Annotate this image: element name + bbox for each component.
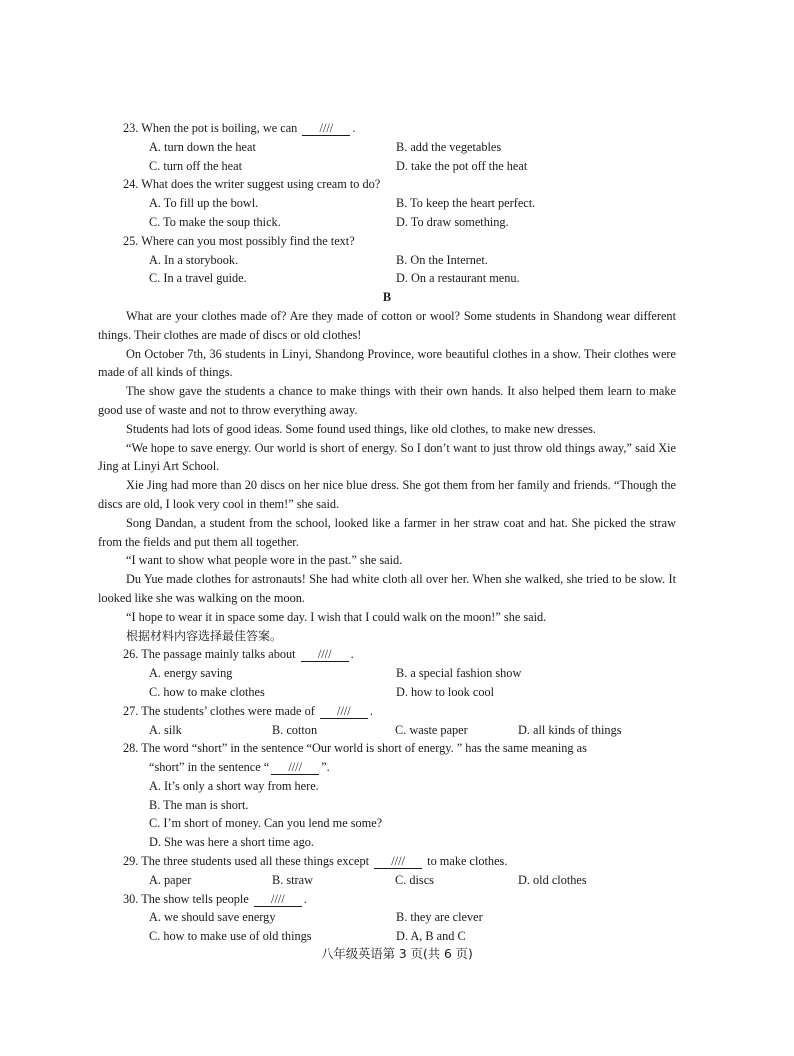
- question-stem-continued: “short” in the sentence “ //// ”.: [149, 760, 330, 775]
- option-c: C. In a travel guide.: [149, 271, 247, 286]
- question-23: [98, 119, 676, 175]
- section-title: B: [382, 290, 392, 305]
- option-a: A. we should save energy: [149, 910, 276, 925]
- question-26: [98, 645, 676, 701]
- question-stem: 28. The word “short” in the sentence “Our world is short of energy. ” has the same meaning as: [123, 741, 587, 756]
- option-a: A. energy saving: [149, 666, 233, 681]
- option-d: D. how to look cool: [396, 684, 495, 699]
- answer-blank: ////: [271, 760, 319, 775]
- option-d: D. She was here a short time ago.: [149, 835, 314, 850]
- question-30: [98, 890, 676, 946]
- option-b: B. To keep the heart perfect.: [396, 196, 536, 211]
- option-d: D. all kinds of things: [518, 722, 622, 737]
- reading-passage: [98, 307, 676, 627]
- option-d: D. On a restaurant menu.: [396, 271, 520, 286]
- passage-paragraph: Students had lots of good ideas. Some found used things, like old clothes, to make new dresses.: [126, 421, 596, 436]
- option-c: C. how to make clothes: [149, 684, 265, 699]
- option-a: A. It’s only a short way from here.: [149, 778, 319, 793]
- option-row: [98, 251, 676, 270]
- option-d: D. take the pot off the heat: [396, 158, 528, 173]
- question-stem: 25. Where can you most possibly find the text?: [123, 233, 355, 248]
- option-row: [98, 157, 676, 176]
- passage-paragraph: Song Dandan, a student from the school, looked like a farmer in her straw coat and hat. She picked the straw from the fields and put them all together.: [98, 515, 676, 549]
- option-d: D. A, B and C: [396, 929, 466, 944]
- passage-paragraph: “We hope to save energy. Our world is short of energy. So I don’t want to just throw old things away,” said Xie Jing at Linyi Art School.: [98, 440, 676, 474]
- question-28: [98, 739, 676, 852]
- question-stem: 29. The three students used all these things except //// to make clothes.: [123, 854, 508, 869]
- question-stem: 26. The passage mainly talks about //// .: [123, 647, 354, 662]
- option-a: A. paper: [149, 872, 192, 887]
- option-d: D. old clothes: [518, 872, 587, 887]
- option-b: B. straw: [272, 872, 313, 887]
- question-27: [98, 702, 676, 740]
- answer-blank: ////: [254, 892, 302, 907]
- option-c: C. I’m short of money. Can you lend me some?: [149, 816, 383, 831]
- option-b: B. cotton: [272, 722, 318, 737]
- option-b: B. add the vegetables: [396, 139, 502, 154]
- option-row: [98, 213, 676, 232]
- exam-page: [98, 119, 676, 946]
- passage-paragraph: “I want to show what people wore in the past.” she said.: [126, 553, 403, 568]
- option-row: [98, 138, 676, 157]
- instruction-text: 根据材料内容选择最佳答案。: [126, 628, 283, 643]
- passage-paragraph: Xie Jing had more than 20 discs on her nice blue dress. She got them from her family and friends. “Though the discs are old, I look very cool in them!” she said.: [98, 478, 676, 511]
- option-a: A. turn down the heat: [149, 139, 256, 154]
- passage-paragraph: “I hope to wear it in space some day. I wish that I could walk on the moon!” she said.: [126, 609, 547, 624]
- option-c: C. To make the soup thick.: [149, 214, 281, 229]
- question-stem: 23. When the pot is boiling, we can //// .: [123, 121, 356, 135]
- question-stem: 30. The show tells people //// .: [123, 891, 307, 906]
- answer-blank: ////: [374, 854, 422, 869]
- option-d: D. To draw something.: [396, 214, 509, 229]
- passage-paragraph: The show gave the students a chance to make things with their own hands. It also helped them learn to make good use of waste and not to throw everything away.: [98, 384, 676, 417]
- answer-blank: ////: [301, 647, 349, 662]
- option-row: [98, 683, 676, 702]
- passage-paragraph: What are your clothes made of? Are they made of cotton or wool? Some students in Shandong wear different things. Their clothes are made of discs or old clothes!: [98, 308, 676, 342]
- question-24: [98, 175, 676, 231]
- option-c: C. discs: [395, 872, 434, 887]
- option-row: [98, 269, 676, 288]
- option-b: B. On the Internet.: [396, 252, 488, 267]
- answer-blank: ////: [320, 704, 368, 719]
- option-c: C. waste paper: [395, 722, 468, 737]
- option-b: B. The man is short.: [149, 797, 249, 812]
- passage-paragraph: Du Yue made clothes for astronauts! She had white cloth all over her. When she walked, she tried to be slow. It looked like she was walking on the moon.: [98, 572, 676, 605]
- option-row: [98, 871, 676, 890]
- option-row: [98, 908, 676, 927]
- option-b: B. they are clever: [396, 910, 483, 925]
- question-25: [98, 232, 676, 288]
- question-29: [98, 852, 676, 890]
- question-stem: 24. What does the writer suggest using cream to do?: [123, 177, 381, 192]
- option-c: C. turn off the heat: [149, 158, 243, 173]
- option-c: C. how to make use of old things: [149, 929, 312, 944]
- option-row: [98, 664, 676, 683]
- answer-blank: ////: [302, 121, 350, 136]
- question-stem: 27. The students’ clothes were made of //// .: [123, 703, 373, 718]
- page-footer: 八年级英语第 3 页(共 6 页): [321, 947, 473, 961]
- option-row: [98, 721, 676, 740]
- option-a: A. In a storybook.: [149, 252, 239, 267]
- option-a: A. silk: [149, 722, 182, 737]
- passage-paragraph: On October 7th, 36 students in Linyi, Shandong Province, wore beautiful clothes in a show. Their clothes were made of all kinds of things.: [98, 346, 676, 380]
- option-a: A. To fill up the bowl.: [149, 196, 259, 211]
- option-b: B. a special fashion show: [396, 666, 522, 681]
- option-row: [98, 194, 676, 213]
